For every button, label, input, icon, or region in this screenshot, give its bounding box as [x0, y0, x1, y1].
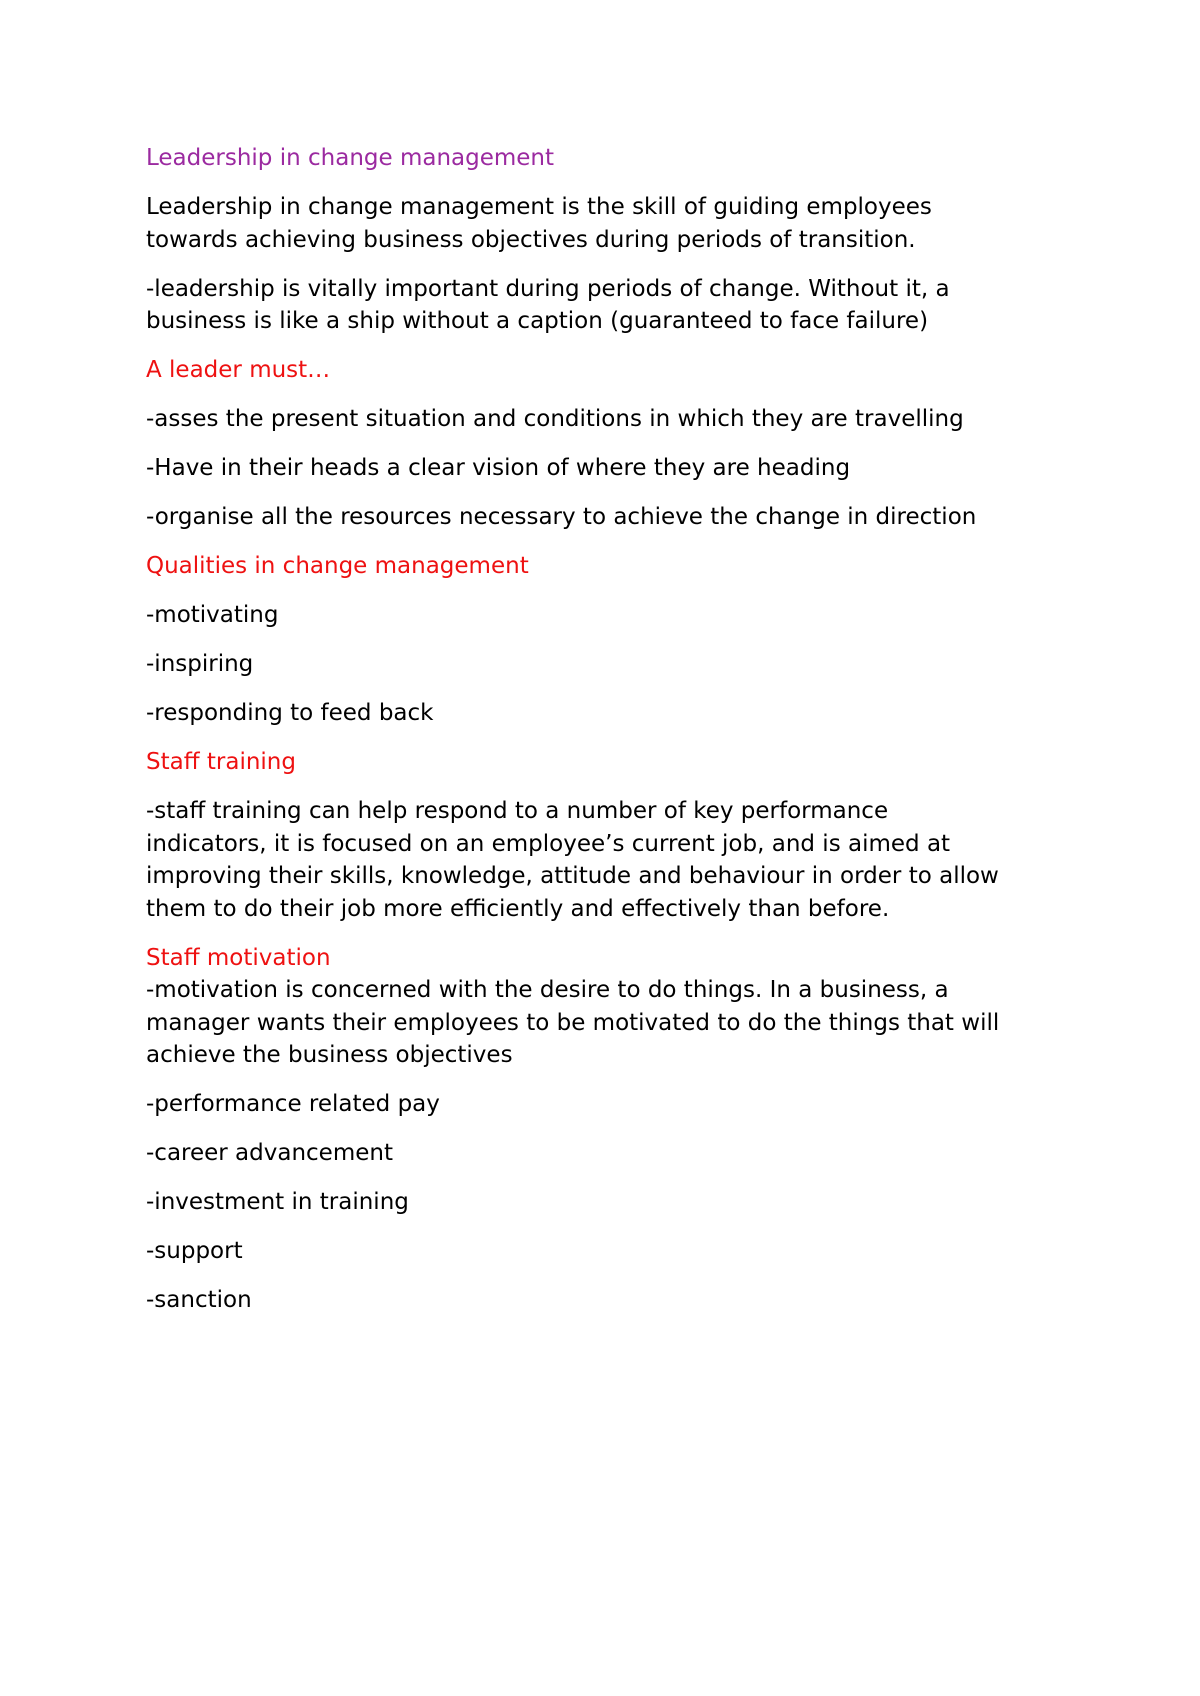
list-item: -motivating — [146, 602, 279, 628]
training-paragraph — [146, 795, 1076, 925]
motivation-line: achieve the business objectives — [146, 1042, 513, 1068]
training-line: improving their skills, knowledge, attitude and behaviour in order to allow — [146, 863, 999, 889]
list-item: -sanction — [146, 1287, 252, 1313]
intro-line: towards achieving business objectives during periods of transition. — [146, 226, 916, 253]
list-item: -responding to feed back — [146, 700, 434, 726]
list-item: -support — [146, 1238, 243, 1264]
list-item: -career advancement — [146, 1140, 393, 1166]
qualities-heading: Qualities in change management — [146, 553, 529, 579]
motivation-line: manager wants their employees to be motivated to do the things that will — [146, 1009, 1000, 1036]
importance-paragraph — [146, 273, 1076, 338]
intro-line: Leadership in change management is the skill of guiding employees — [146, 194, 932, 220]
list-item: -Have in their heads a clear vision of where they are heading — [146, 455, 851, 481]
motivation-heading: Staff motivation — [146, 944, 331, 971]
training-heading: Staff training — [146, 749, 296, 775]
list-item: -organise all the resources necessary to achieve the change in direction — [146, 504, 977, 530]
list-item: -performance related pay — [146, 1091, 440, 1117]
importance-line: -leadership is vitally important during periods of change. Without it, a — [146, 275, 950, 302]
training-line: them to do their job more efficiently and effectively than before. — [146, 895, 890, 922]
document-body — [146, 142, 1076, 1333]
list-item: -investment in training — [146, 1189, 409, 1215]
intro-paragraph — [146, 191, 1076, 256]
motivation-line: -motivation is concerned with the desire to do things. In a business, a — [146, 977, 949, 1003]
training-line: -staff training can help respond to a number of key performance — [146, 798, 889, 824]
leader-heading: A leader must… — [146, 357, 331, 383]
training-line: indicators, it is focused on an employee’s current job, and is aimed at — [146, 830, 951, 857]
document-title: Leadership in change management — [146, 145, 555, 171]
importance-line: business is like a ship without a caption (guaranteed to face failure) — [146, 308, 929, 334]
list-item: -asses the present situation and conditions in which they are travelling — [146, 406, 964, 432]
motivation-paragraph — [146, 974, 1076, 1072]
list-item: -inspiring — [146, 651, 254, 677]
